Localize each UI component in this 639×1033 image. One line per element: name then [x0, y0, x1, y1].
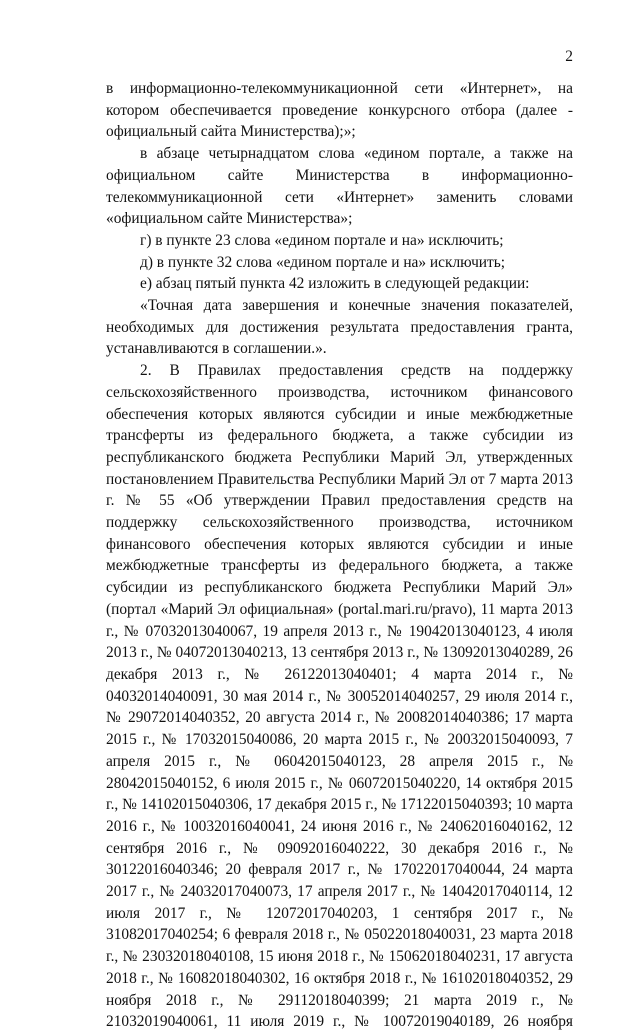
paragraph-2: в абзаце четырнадцатом слова «едином портале, а также на официальном сайте Министерства в информационно-телекоммуникационной сети «Интернет» заменить словами «официальном сайте Министерства»;	[106, 145, 573, 228]
paragraph-3: г) в пункте 23 слова «едином портале и на» исключить;	[140, 231, 504, 249]
page-number: 2	[565, 48, 573, 65]
paragraph-1: в информационно-телекоммуникационной сети «Интернет», на котором обеспечивается проведение конкурсного отбора (далее - официальный сайта Министерства);»;	[106, 80, 573, 141]
paragraph-5: е) абзац пятый пункта 42 изложить в следующей редакции:	[140, 275, 530, 293]
paragraph-6: «Точная дата завершения и конечные значения показателей, необходимых для достижения результата предоставления гранта, устанавливаются в соглашении.».	[106, 297, 573, 358]
paragraph-7: 2. В Правилах предоставления средств на поддержку сельскохозяйственного производства, источником финансового обеспечения которых являются субсидии и иные межбюджетные трансферты из федерального бюджета, а также субсидии из республиканского бюджета Республики Марий Эл, утвержденных постановлением Правительства Республики Марий Эл от 7 марта 2013 г. № 55 «Об утверждении Правил предоставления средств на поддержку сельскохозяйственного производства, источником финансового обеспечения которых являются субсидии и иные межбюджетные трансферты из федерального бюджета, а также субсидии из республиканского бюджета Республики Марий Эл» (портал «Марий Эл официальная» (portal.mari.ru/pravo), 11 марта 2013 г., № 07032013040067, 19 апреля 2013 г., № 19042013040123, 4 июля 2013 г., № 04072013040213, 13 сентября 2013 г., № 13092013040289, 26 декабря 2013 г., № 26122013040401; 4 марта 2014 г., № 04032014040091, 30 мая 2014 г., № 30052014040257, 29 июля 2014 г., № 29072014040352, 20 августа 2014 г., № 20082014040386; 17 марта 2015 г., № 17032015040086, 20 марта 2015 г., № 20032015040093, 7 апреля 2015 г., № 06042015040123, 28 апреля 2015 г., № 28042015040152, 6 июля 2015 г., № 06072015040220, 14 октября 2015 г., № 14102015040306, 17 декабря 2015 г., № 17122015040393; 10 марта 2016 г., № 10032016040041, 24 июня 2016 г., № 24062016040162, 12 сентября 2016 г., № 09092016040222, 30 декабря 2016 г., № 30122016040346; 20 февраля 2017 г., № 17022017040044, 24 марта 2017 г., № 24032017040073, 17 апреля 2017 г., № 14042017040114, 12 июля 2017 г., № 12072017040203, 1 сентября 2017 г., № 31082017040254; 6 февраля 2018 г., № 05022018040031, 23 марта 2018 г., № 23032018040108, 15 июня 2018 г., № 15062018040231, 17 августа 2018 г., № 16082018040302, 16 октября 2018 г., № 16102018040352, 29 ноября 2018 г., № 29112018040399; 21 марта 2019 г., № 21032019040061, 11 июля 2019 г., № 10072019040189, 26 ноября	[106, 362, 573, 1031]
document-body	[106, 78, 573, 1033]
paragraph-4: д) в пункте 32 слова «едином портале и на» исключить;	[140, 253, 506, 271]
